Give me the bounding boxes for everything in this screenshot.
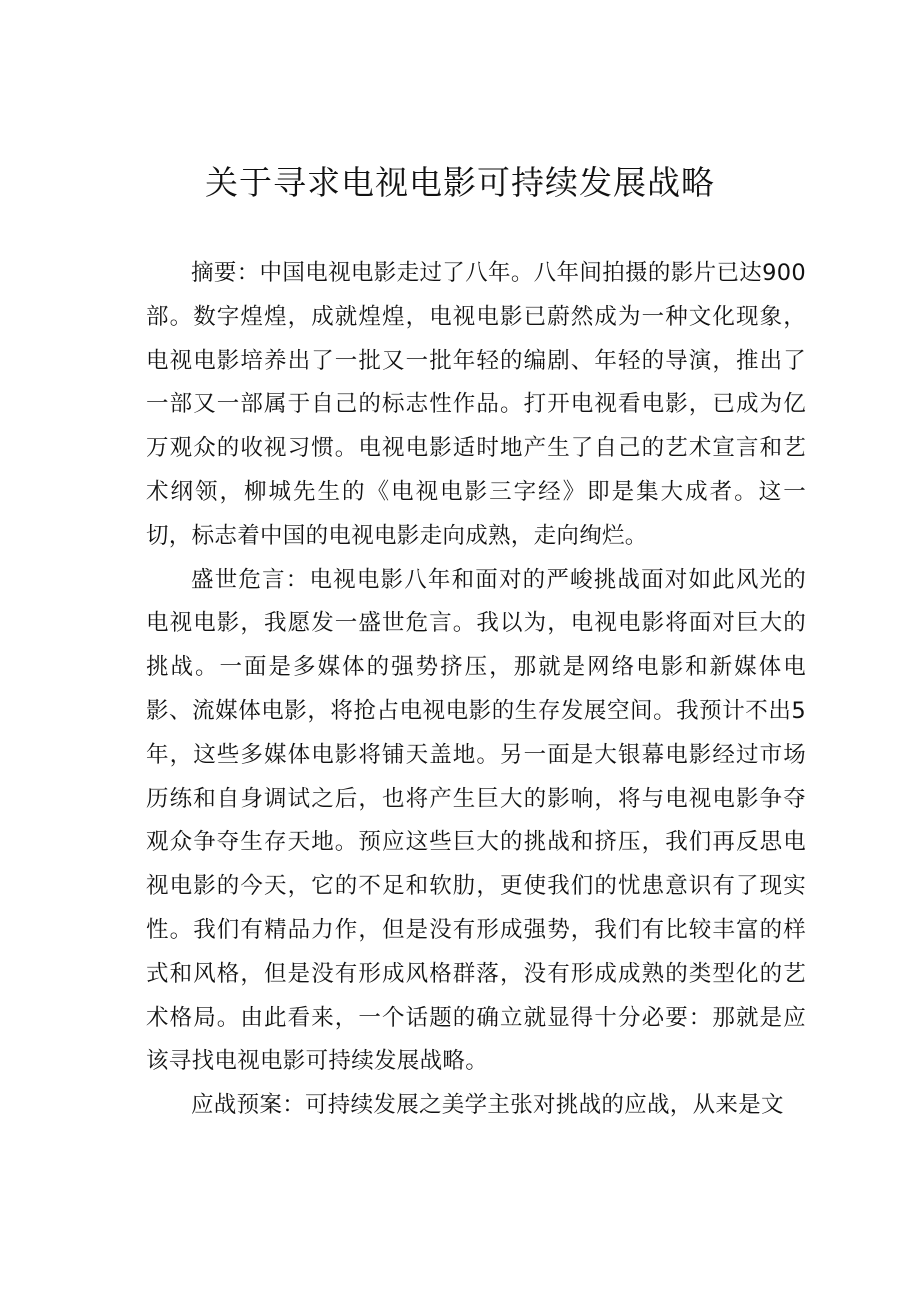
document-title: 关于寻求电视电影可持续发展战略 — [205, 163, 715, 202]
paragraph-response: 应战预案：可持续发展之美学主张对挑战的应战，从来是文 — [191, 1092, 784, 1119]
document-body — [146, 252, 806, 1128]
paragraph-warning: 盛世危言：电视电影八年和面对的严峻挑战面对如此风光的电视电影，我愿发一盛世危言。我以为，电视电影将面对巨大的挑战。一面是多媒体的强势挤压，那就是网络电影和新媒体电影、流媒体电影，将抢占电视电影的生存发展空间。我预计不出5年，这些多媒体电影将铺天盖地。另一面是大银幕电影经过市场历练和自身调试之后，也将产生巨大的影响，将与电视电影争夺观众争夺生存天地。预应这些巨大的挑战和挤压，我们再反思电视电影的今天，它的不足和软肋，更使我们的忧患意识有了现实性。我们有精品力作，但是没有形成强势，我们有比较丰富的样式和风格，但是没有形成风格群落，没有形成成熟的类型化的艺术格局。由此看来，一个话题的确立就显得十分必要：那就是应该寻找电视电影可持续发展战略。 — [146, 566, 806, 1075]
paragraph-abstract: 摘要：中国电视电影走过了八年。八年间拍摄的影片已达900部。数字煌煌，成就煌煌，电视电影已蔚然成为一种文化现象，电视电影培养出了一批又一批年轻的编剧、年轻的导演，推出了一部又一部属于自己的标志性作品。打开电视看电影，已成为亿万观众的收视习惯。电视电影适时地产生了自己的艺术宣言和艺术纲领，柳城先生的《电视电影三字经》即是集大成者。这一切，标志着中国的电视电影走向成熟，走向绚烂。 — [146, 260, 806, 549]
